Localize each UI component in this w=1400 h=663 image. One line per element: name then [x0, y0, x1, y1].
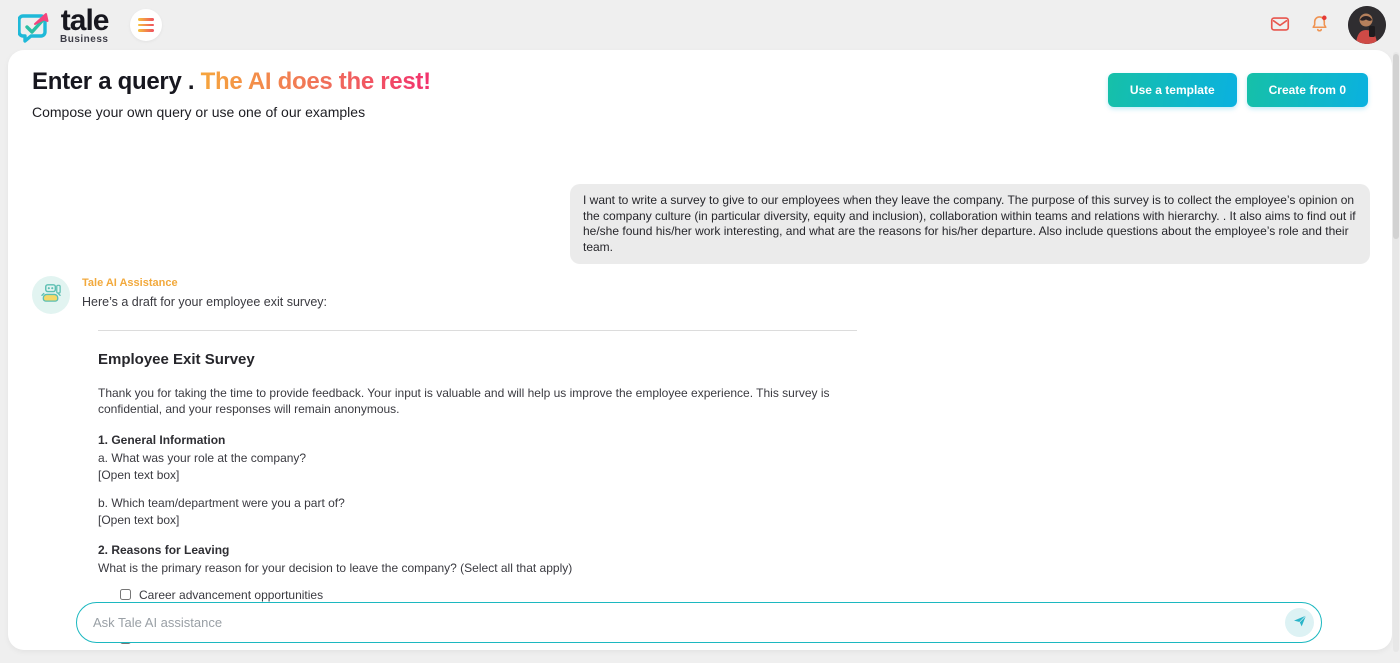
ai-assistant-name: Tale AI Assistance	[82, 277, 178, 289]
section-1-heading: 1. General Information	[98, 433, 226, 447]
app-logo[interactable]	[18, 3, 109, 45]
logo-text	[60, 3, 109, 45]
hamburger-icon	[138, 18, 154, 21]
page-title	[32, 68, 431, 96]
question-1a: a. What was your role at the company?	[98, 450, 307, 465]
ai-message-body	[82, 276, 327, 314]
section-2-heading: 2. Reasons for Leaving	[98, 543, 230, 557]
section-2-question: What is the primary reason for your decision to leave the company? (Select all that apply)	[98, 560, 573, 575]
title-part-gradient: The AI does the rest!	[194, 68, 431, 95]
answer-placeholder-1a: [Open text box]	[98, 468, 180, 482]
bell-icon	[1309, 13, 1330, 37]
question-1b: b. Which team/department were you a part of?	[98, 495, 345, 510]
ai-intro-text: Here’s a draft for your employee exit survey:	[82, 295, 328, 309]
career-advancement-checkbox[interactable]	[120, 589, 131, 600]
logo-name: tale	[60, 3, 109, 37]
spacer	[98, 482, 1392, 492]
logo-subtitle: Business	[60, 33, 109, 45]
answer-placeholder-1b: [Open text box]	[98, 513, 180, 527]
topbar-actions	[1269, 6, 1386, 44]
scrollbar-track[interactable]	[1393, 52, 1399, 652]
messages-button[interactable]	[1269, 13, 1291, 38]
survey-intro: Thank you for taking the time to provide feedback. Your input is valuable and will help us improve the employee experience. This survey is confidential, and your responses will remain anonymous.	[98, 386, 830, 416]
main-panel	[8, 50, 1392, 650]
option-label: Career advancement opportunities	[139, 587, 324, 602]
chat-area	[8, 184, 1392, 646]
message-divider	[98, 330, 857, 331]
option-career-advancement	[120, 588, 1392, 602]
robot-icon	[40, 281, 63, 309]
create-from-zero-button[interactable]: Create from 0	[1247, 73, 1368, 107]
ai-robot-avatar	[32, 276, 70, 314]
use-template-button[interactable]: Use a template	[1108, 73, 1237, 107]
user-message-bubble: I want to write a survey to give to our employees when they leave the company. The purpose of this survey is to collect the employee’s opinion on the company culture (in particular diversity, equity and inclusion), collaboration within teams and relations with hierarchy. . It also aims to find out if he/she found his/her work interesting, and what are the reasons for his/her departure. Also include questions about the employee’s role and their team.	[570, 184, 1370, 264]
header-buttons	[1108, 68, 1372, 120]
survey-title: Employee Exit Survey	[98, 351, 255, 368]
mail-icon	[1269, 13, 1291, 38]
hamburger-menu-button[interactable]	[130, 9, 162, 41]
tale-logo-icon	[18, 10, 52, 44]
header-text	[32, 68, 431, 120]
top-bar	[0, 0, 1400, 50]
page-subtitle: Compose your own query or use one of our examples	[32, 104, 366, 120]
page-header	[8, 50, 1392, 120]
notifications-button[interactable]	[1309, 13, 1330, 37]
title-part-query: Enter a query .	[32, 68, 195, 95]
ai-message	[32, 276, 1392, 314]
ai-query-input[interactable]	[93, 615, 1285, 630]
user-avatar[interactable]	[1348, 6, 1386, 44]
chat-composer	[76, 602, 1322, 643]
send-plane-icon	[1292, 613, 1308, 632]
scrollbar-thumb[interactable]	[1393, 54, 1399, 239]
send-button[interactable]	[1285, 608, 1314, 637]
